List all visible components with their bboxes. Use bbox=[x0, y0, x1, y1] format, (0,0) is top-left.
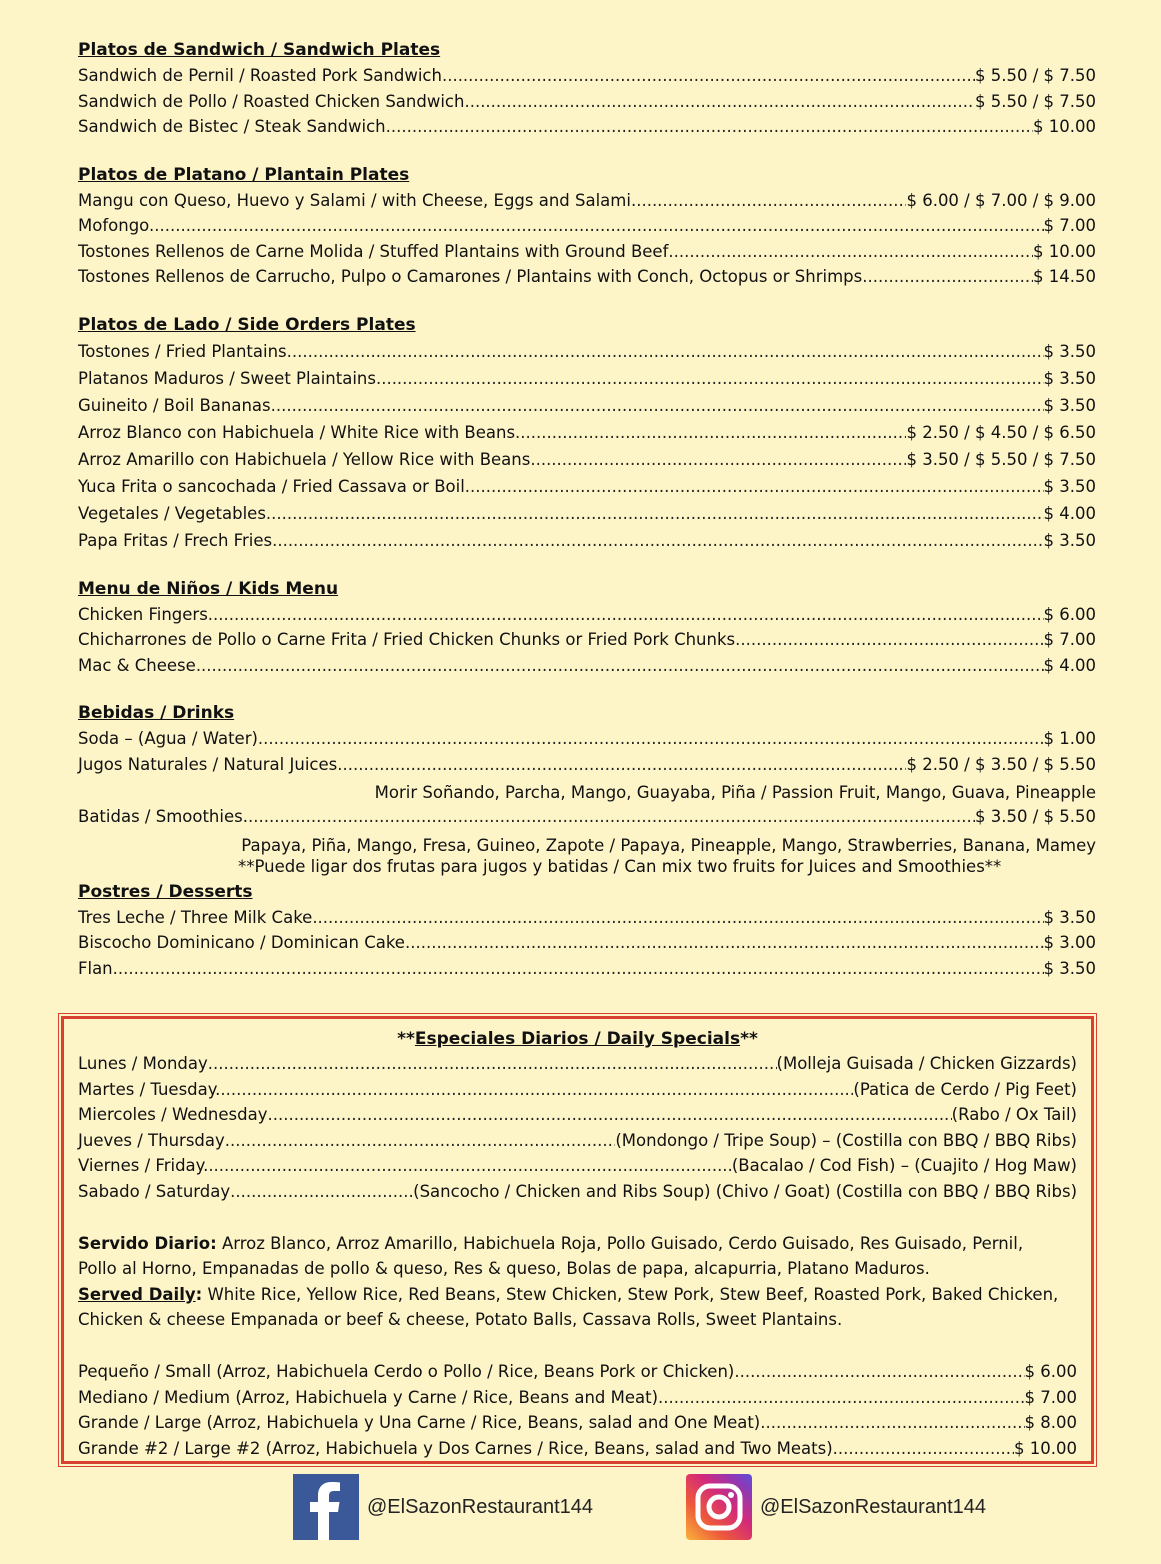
size-price: $ 6.00 bbox=[1024, 1361, 1077, 1381]
item-price: $ 4.00 bbox=[1043, 655, 1096, 675]
section-kids bbox=[78, 577, 1096, 679]
leader-dots bbox=[530, 446, 906, 473]
section-title: Menu de Niños / Kids Menu bbox=[78, 578, 339, 599]
special-day bbox=[78, 1128, 1077, 1154]
item-price: $ 3.50 bbox=[1043, 958, 1096, 978]
size-option bbox=[78, 1410, 1077, 1436]
day-name: Lunes / Monday bbox=[78, 1054, 208, 1073]
section-title: Platos de Platano / Plantain Plates bbox=[78, 164, 410, 185]
item-price: $ 3.50 bbox=[1043, 368, 1096, 388]
item-price: $ 2.50 / $ 4.50 / $ 6.50 bbox=[906, 422, 1096, 442]
leader-dots bbox=[658, 1385, 1024, 1411]
served-es-label: Servido Diario: bbox=[78, 1233, 217, 1253]
smoothie-flavors: Papaya, Piña, Mango, Fresa, Guineo, Zapote / Papaya, Pineapple, Mango, Strawberries, Banana, Mamey bbox=[241, 835, 1096, 855]
special-day bbox=[78, 1102, 1077, 1128]
special-day bbox=[78, 1179, 1077, 1205]
day-dish: (Sancocho / Chicken and Ribs Soup) (Chivo / Goat) (Costilla con BBQ / BBQ Ribs) bbox=[413, 1181, 1077, 1201]
item-price: $ 3.50 bbox=[1043, 395, 1096, 415]
menu-item bbox=[78, 114, 1096, 140]
day-dish: (Rabo / Ox Tail) bbox=[951, 1105, 1077, 1125]
menu-item bbox=[78, 213, 1096, 239]
item-name: Platanos Maduros / Sweet Plaintains bbox=[78, 368, 376, 388]
item-price: $ 10.00 bbox=[1033, 117, 1096, 136]
section-title: Platos de Sandwich / Sandwich Plates bbox=[78, 40, 441, 60]
item-name: Tostones Rellenos de Carne Molida / Stuffed Plantains with Ground Beef bbox=[78, 241, 669, 261]
menu-item bbox=[78, 188, 1096, 214]
served-daily-en bbox=[78, 1282, 1077, 1333]
item-name: Batidas / Smoothies. bbox=[78, 807, 248, 826]
item-price: $ 5.50 / $ 7.50 bbox=[974, 66, 1096, 85]
menu-item bbox=[78, 956, 1096, 982]
served-en-colon: : bbox=[195, 1284, 203, 1304]
size-name: Grande / Large (Arroz, Habichuela y Una Carne / Rice, Beans, salad and One Meat) bbox=[78, 1413, 761, 1433]
instagram-icon bbox=[686, 1474, 752, 1540]
item-name: Chicken Fingers bbox=[78, 604, 208, 624]
day-name: Miercoles / Wednesday bbox=[78, 1105, 268, 1125]
menu-item bbox=[78, 473, 1096, 500]
leader-dots bbox=[208, 1153, 732, 1179]
served-en-label: Served Daily bbox=[78, 1284, 196, 1304]
size-price: $ 10.00 bbox=[1014, 1438, 1077, 1458]
menu-item bbox=[78, 446, 1096, 473]
title-text: Especiales Diarios / Daily Specials bbox=[414, 1029, 741, 1049]
menu-item bbox=[78, 905, 1096, 931]
menu-item bbox=[78, 338, 1096, 365]
section-desserts bbox=[78, 880, 1096, 982]
menu-body bbox=[78, 38, 1096, 981]
leader-dots bbox=[225, 1128, 616, 1154]
menu-item bbox=[78, 392, 1096, 419]
item-name: Yuca Frita o sancochada / Fried Cassava or Boil bbox=[78, 476, 465, 496]
item-name: Tostones Rellenos de Carrucho, Pulpo o Camarones / Plantains with Conch, Octopus or Shrimps bbox=[78, 267, 863, 286]
item-name: Biscocho Dominicano / Dominican Cake bbox=[78, 933, 405, 952]
leader-dots bbox=[113, 956, 1044, 982]
leader-dots bbox=[376, 365, 1044, 392]
special-day bbox=[78, 1153, 1077, 1179]
day-name: Martes / Tuesday. bbox=[78, 1079, 221, 1099]
size-option bbox=[78, 1436, 1077, 1462]
leader-dots bbox=[337, 752, 906, 778]
spacer bbox=[78, 1333, 1077, 1359]
item-price: $ 2.50 / $ 3.50 / $ 5.50 bbox=[906, 754, 1096, 774]
item-price: $ 7.00 bbox=[1043, 630, 1096, 649]
item-name: Mofongo. bbox=[78, 216, 155, 235]
mix-note: **Puede ligar dos frutas para jugos y batidas / Can mix two fruits for Juices and Smoothies** bbox=[238, 856, 1002, 876]
menu-item bbox=[78, 264, 1096, 290]
section-plantain bbox=[78, 163, 1096, 290]
leader-dots bbox=[668, 239, 1033, 265]
leader-dots bbox=[287, 338, 1044, 365]
section-drinks bbox=[78, 701, 1096, 880]
spacer bbox=[78, 1205, 1077, 1231]
menu-item bbox=[78, 930, 1096, 956]
item-name: Papa Fritas / Frech Fries bbox=[78, 530, 273, 550]
social-footer bbox=[0, 1474, 1161, 1540]
leader-dots bbox=[465, 473, 1044, 500]
item-name: Tres Leche / Three Milk Cake bbox=[78, 907, 313, 927]
item-name: Tostones / Fried Plantains bbox=[78, 341, 287, 361]
item-price: $ 14.50 bbox=[1033, 267, 1096, 286]
item-name: Guineito / Boil Bananas bbox=[78, 395, 271, 415]
size-name: Pequeño / Small (Arroz, Habichuela Cerdo o Pollo / Rice, Beans Pork or Chicken) bbox=[78, 1361, 735, 1381]
menu-item bbox=[78, 419, 1096, 446]
special-day bbox=[78, 1051, 1077, 1077]
section-title: Bebidas / Drinks bbox=[78, 703, 235, 723]
day-dish: (Molleja Guisada / Chicken Gizzards) bbox=[776, 1054, 1077, 1073]
menu-item bbox=[78, 500, 1096, 527]
title-prefix: ** bbox=[397, 1029, 415, 1049]
item-price: $ 3.50 bbox=[1043, 476, 1096, 496]
size-option bbox=[78, 1359, 1077, 1385]
served-en-line2: Chicken & cheese Empanada or beef & cheese, Potato Balls, Cassava Rolls, Sweet Plantains. bbox=[78, 1310, 843, 1330]
size-price: $ 7.00 bbox=[1024, 1387, 1077, 1407]
facebook-handle: @ElSazonRestaurant144 bbox=[367, 1495, 593, 1518]
menu-item bbox=[78, 653, 1096, 679]
leader-dots bbox=[405, 930, 1044, 956]
facebook-link[interactable] bbox=[293, 1474, 593, 1540]
day-name: Jueves / Thursday bbox=[78, 1130, 225, 1150]
section-sides bbox=[78, 313, 1096, 554]
daily-specials-box bbox=[61, 1016, 1094, 1464]
menu-item bbox=[78, 89, 1096, 115]
special-day bbox=[78, 1077, 1077, 1103]
item-price: $ 5.50 / $ 7.50 bbox=[974, 91, 1096, 111]
item-name: Flan bbox=[78, 958, 113, 978]
item-price: $ 1.00 bbox=[1043, 729, 1096, 748]
leader-dots bbox=[230, 1179, 413, 1205]
item-name: Sandwich de Bistec / Steak Sandwich bbox=[78, 117, 386, 136]
item-price: $ 3.50 / $ 5.50 / $ 7.50 bbox=[906, 449, 1096, 469]
size-option bbox=[78, 1385, 1077, 1411]
leader-dots bbox=[636, 188, 906, 214]
item-name: Sandwich de Pernil / Roasted Pork Sandwich bbox=[78, 66, 442, 85]
served-daily-es bbox=[78, 1231, 1077, 1282]
size-name: Mediano / Medium (Arroz, Habichuela y Carne / Rice, Beans and Meat) bbox=[78, 1387, 659, 1407]
served-en-line1: White Rice, Yellow Rice, Red Beans, Stew Chicken, Stew Pork, Stew Beef, Roasted Pork, Baked Chicken, bbox=[202, 1284, 1059, 1304]
item-price: $ 7.00 bbox=[1043, 216, 1096, 235]
day-dish: (Mondongo / Tripe Soup) – (Costilla con BBQ / BBQ Ribs) bbox=[615, 1130, 1077, 1150]
item-name: Soda – (Agua / Water) bbox=[78, 729, 258, 748]
day-name: Viernes / Friday. bbox=[78, 1156, 209, 1176]
leader-dots bbox=[154, 213, 1043, 239]
leader-dots bbox=[248, 804, 975, 830]
section-sandwich bbox=[78, 38, 1096, 140]
title-suffix: ** bbox=[740, 1029, 758, 1049]
item-name: Chicharrones de Pollo o Carne Frita / Fried Chicken Chunks or Fried Pork Chunks bbox=[78, 630, 736, 649]
item-price: $ 10.00 bbox=[1033, 241, 1096, 261]
specials-title bbox=[78, 1027, 1077, 1051]
item-price: $ 4.00 bbox=[1043, 503, 1096, 523]
menu-item bbox=[78, 602, 1096, 628]
item-price: $ 3.50 / $ 5.50 bbox=[974, 807, 1096, 826]
size-price: $ 8.00 bbox=[1024, 1413, 1077, 1433]
menu-item bbox=[78, 726, 1096, 752]
leader-dots bbox=[760, 1410, 1024, 1436]
leader-dots bbox=[735, 627, 1043, 653]
leader-dots bbox=[442, 63, 975, 89]
leader-dots bbox=[266, 500, 1044, 527]
item-price: $ 3.00 bbox=[1043, 933, 1096, 952]
leader-dots bbox=[271, 392, 1044, 419]
menu-item bbox=[78, 627, 1096, 653]
item-price: $ 3.50 bbox=[1043, 907, 1096, 927]
day-dish: (Bacalao / Cod Fish) – (Cuajito / Hog Maw) bbox=[731, 1156, 1077, 1176]
menu-item bbox=[78, 527, 1096, 554]
item-name: Arroz Blanco con Habichuela / White Rice with Beans bbox=[78, 422, 516, 442]
section-title: Postres / Desserts bbox=[78, 881, 253, 902]
instagram-handle: @ElSazonRestaurant144 bbox=[760, 1495, 986, 1518]
item-name: Jugos Naturales / Natural Juices bbox=[78, 754, 338, 774]
item-price: $ 6.00 bbox=[1043, 604, 1096, 624]
item-price: $ 6.00 / $ 7.00 / $ 9.00 bbox=[906, 190, 1096, 210]
menu-item bbox=[78, 239, 1096, 265]
leader-dots bbox=[312, 905, 1043, 931]
menu-item bbox=[78, 804, 1096, 830]
served-es-line2: Pollo al Horno, Empanadas de pollo & queso, Res & queso, Bolas de papa, alcapurria, Platano Maduros. bbox=[78, 1259, 930, 1279]
leader-dots bbox=[734, 1359, 1024, 1385]
leader-dots bbox=[208, 1051, 777, 1077]
menu-item bbox=[78, 365, 1096, 392]
size-name: Grande #2 / Large #2 (Arroz, Habichuela y Dos Carnes / Rice, Beans, salad and Two Meats) bbox=[78, 1438, 833, 1458]
facebook-icon bbox=[293, 1474, 359, 1540]
day-name: Sabado / Saturday bbox=[78, 1181, 231, 1201]
leader-dots bbox=[272, 527, 1043, 554]
leader-dots bbox=[258, 726, 1044, 752]
leader-dots bbox=[862, 264, 1033, 290]
menu-item bbox=[78, 63, 1096, 89]
leader-dots bbox=[208, 602, 1044, 628]
leader-dots bbox=[464, 89, 975, 115]
item-name: Mac & Cheese bbox=[78, 655, 196, 675]
item-price: $ 3.50 bbox=[1043, 341, 1096, 361]
item-name: Vegetales / Vegetables bbox=[78, 503, 266, 523]
item-name: Sandwich de Pollo / Roasted Chicken Sandwich bbox=[78, 91, 465, 111]
leader-dots bbox=[220, 1077, 853, 1103]
leader-dots bbox=[267, 1102, 951, 1128]
served-es-line1: Arroz Blanco, Arroz Amarillo, Habichuela Roja, Pollo Guisado, Cerdo Guisado, Res Guisado, Pernil, bbox=[216, 1233, 1024, 1253]
item-name: Arroz Amarillo con Habichuela / Yellow Rice with Beans bbox=[78, 449, 531, 469]
item-price: $ 3.50 bbox=[1043, 530, 1096, 550]
leader-dots bbox=[196, 653, 1044, 679]
instagram-link[interactable] bbox=[686, 1474, 986, 1540]
item-name: Mangu con Queso, Huevo y Salami / with Cheese, Eggs and Salami. bbox=[78, 190, 637, 210]
leader-dots bbox=[833, 1436, 1014, 1462]
leader-dots bbox=[515, 419, 906, 446]
section-title: Platos de Lado / Side Orders Plates bbox=[78, 314, 416, 335]
menu-item bbox=[78, 752, 1096, 778]
juice-flavors: Morir Soñando, Parcha, Mango, Guayaba, Piña / Passion Fruit, Mango, Guava, Pineapple bbox=[374, 783, 1096, 802]
leader-dots bbox=[386, 114, 1033, 140]
day-dish: (Patica de Cerdo / Pig Feet) bbox=[853, 1079, 1077, 1099]
